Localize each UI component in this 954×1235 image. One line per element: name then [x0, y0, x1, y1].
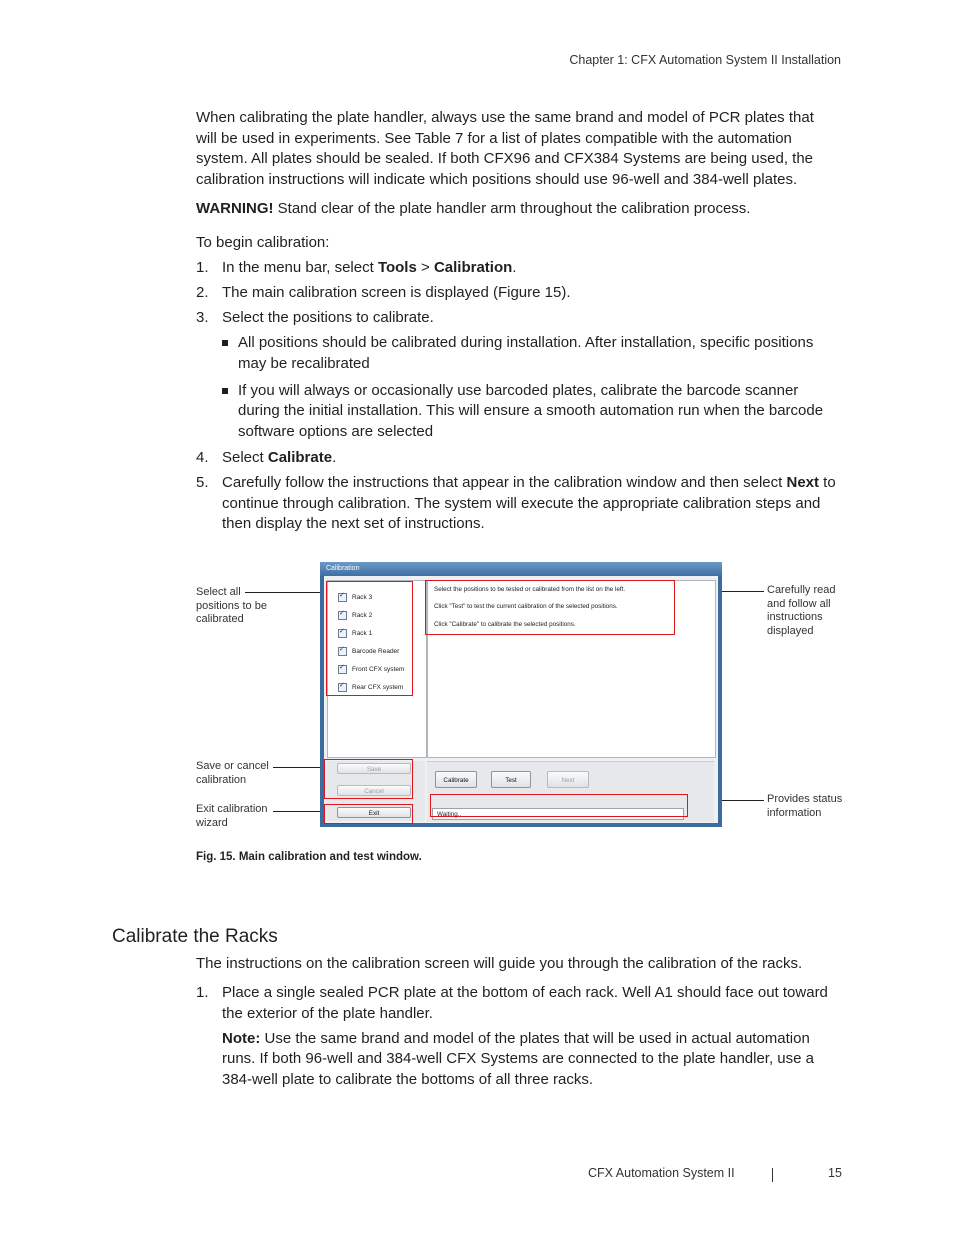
calibration-window — [320, 562, 722, 827]
note-label: Note: — [222, 1029, 261, 1047]
figure-caption: Fig. 15. Main calibration and test window. — [196, 851, 422, 863]
calibration-steps — [196, 258, 841, 535]
step-number: 3. — [196, 309, 209, 326]
footer-divider — [772, 1168, 773, 1182]
step-text: Place a single sealed PCR plate at the bottom of each rack. Well A1 should face out toward the exterior of the plate handler. — [222, 984, 828, 1022]
next-button[interactable]: Next — [547, 771, 589, 788]
begin-text: To begin calibration: — [196, 234, 330, 251]
warning-paragraph — [196, 199, 836, 220]
highlight-status — [430, 794, 688, 817]
bullet-square-icon — [222, 340, 228, 346]
step-number: 1. — [196, 984, 209, 1001]
instruction-line: Click "Test" to test the current calibration of the selected positions. — [434, 603, 618, 610]
intro-paragraph: When calibrating the plate handler, always use the same brand and model of PCR plates that will be used in experiments. See Table 7 for a list of plates compatible with the automation system. All plates should be sealed. If both CFX96 and CFX384 Systems are being used, the calibration instructions will indicate which positions should use 96-well and 384-well plates. — [196, 109, 814, 188]
section-title: Calibrate the Racks — [112, 926, 278, 947]
step-text-end: . — [512, 259, 517, 276]
test-button[interactable]: Test — [491, 771, 531, 788]
step-5 — [196, 473, 841, 535]
step-text: Select the positions to calibrate. — [222, 309, 434, 326]
highlight-exit — [324, 804, 413, 824]
position-label: Rack 3 — [352, 594, 373, 601]
calibrate-ref: Calibrate — [267, 449, 333, 466]
highlight-save-cancel — [324, 759, 413, 799]
instruction-line: Click "Calibrate" to calibrate the selected positions. — [434, 621, 576, 628]
note-text: Use the same brand and model of the plates that will be used in actual automation runs. If both 96-well and 384-well CFX Systems are connected to the plate handler, use a 384-well plate to calibrate the bottoms of all three racks. — [222, 1029, 815, 1088]
step-text: The main calibration screen is displayed (Figure 15). — [222, 284, 571, 301]
callout-status: Provides status information — [767, 793, 843, 819]
bullet-item — [222, 381, 841, 443]
section-intro: The instructions on the calibration screen will guide you through the calibration of the racks. — [196, 955, 803, 972]
step-text: In the menu bar, select — [222, 259, 378, 276]
position-label: Rear CFX system — [352, 684, 404, 691]
exit-button[interactable]: Exit — [337, 807, 411, 818]
step-text: Select — [222, 449, 268, 466]
status-field: Waiting.. — [432, 808, 684, 820]
position-label: Rack 1 — [352, 630, 373, 637]
callout-line — [273, 811, 323, 812]
bullet-square-icon — [222, 388, 228, 394]
position-label: Rack 2 — [352, 612, 373, 619]
step-1 — [196, 258, 841, 279]
warning-text: Stand clear of the plate handler arm throughout the calibration process. — [273, 200, 751, 217]
step-number: 5. — [196, 474, 209, 491]
instruction-line: Select the positions to be tested or calibrated from the list on the left. — [434, 586, 626, 593]
menu-tools: Tools — [377, 259, 417, 276]
running-header: Chapter 1: CFX Automation System II Installation — [569, 53, 841, 67]
callout-read-follow: Carefully read and follow all instructions displayed — [767, 584, 836, 637]
separator: > — [416, 259, 434, 276]
window-title: Calibration — [320, 562, 722, 576]
rack-step-1 — [196, 983, 841, 1024]
step-text-end: . — [332, 449, 337, 466]
step-text-end: to continue through calibration. The system will execute the appropriate calibration steps and then display the next set of instructions. — [222, 474, 836, 532]
cancel-button[interactable]: Cancel — [337, 785, 411, 796]
callout-line — [273, 767, 323, 768]
callout-exit: Exit calibration wizard — [196, 803, 268, 829]
bullet-item — [222, 333, 841, 374]
step-number: 4. — [196, 449, 209, 466]
position-label: Front CFX system — [352, 666, 405, 673]
step-2 — [196, 283, 841, 304]
note-block — [196, 1029, 841, 1091]
highlight-instructions — [425, 580, 675, 635]
step-4 — [196, 448, 841, 469]
page-number: 15 — [828, 1166, 842, 1180]
step-number: 2. — [196, 284, 209, 301]
highlight-positions — [326, 581, 413, 696]
rack-steps — [196, 983, 841, 1090]
callout-save-cancel: Save or cancel calibration — [196, 760, 269, 786]
footer-title: CFX Automation System II — [588, 1166, 735, 1180]
callout-select-all: Select all positions to be calibrated — [196, 586, 267, 625]
calibrate-button[interactable]: Calibrate — [435, 771, 477, 788]
position-label: Barcode Reader — [352, 648, 400, 655]
save-button[interactable]: Save — [337, 763, 411, 774]
callout-line — [245, 592, 327, 593]
next-ref: Next — [786, 474, 820, 491]
menu-calibration: Calibration — [433, 259, 513, 276]
bullet-text: If you will always or occasionally use barcoded plates, calibrate the barcode scanner during the initial installation. This will ensure a smooth automation run when the barcode software options are selected — [238, 381, 824, 440]
warning-label: WARNING! — [196, 200, 274, 217]
bullet-text: All positions should be calibrated during installation. After installation, specific positions may be recalibrated — [238, 334, 814, 372]
step-number: 1. — [196, 259, 209, 276]
step-3 — [196, 308, 841, 329]
step-text: Carefully follow the instructions that appear in the calibration window and then select — [222, 474, 787, 491]
